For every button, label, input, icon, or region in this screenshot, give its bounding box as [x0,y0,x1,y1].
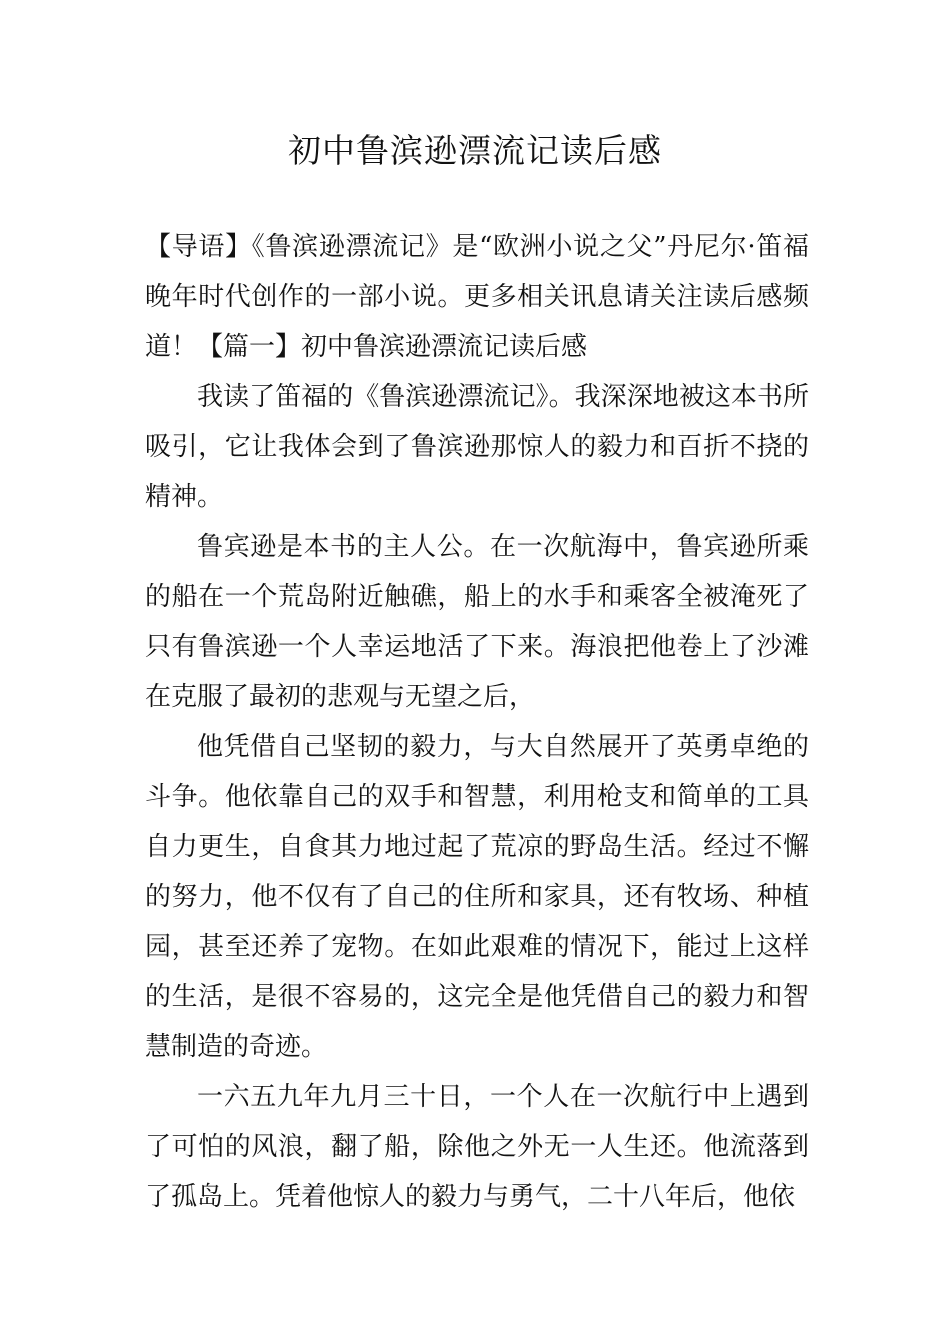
paragraph-3: 他凭借自己坚韧的毅力，与大自然展开了英勇卓绝的斗争。他依靠自己的双手和智慧，利用枪支和简单的工具自力更生，自食其力地过起了荒凉的野岛生活。经过不懈的努力，他不仅有了自己的住所和家具，还有牧场、种植园，甚至还养了宠物。在如此艰难的情况下，能过上这样的生活，是很不容易的，这完全是他凭借自己的毅力和智慧制造的奇迹。 [145,732,809,1062]
paragraph-4: 一六五九年九月三十日，一个人在一次航行中上遇到了可怕的风浪，翻了船，除他之外无一人生还。他流落到了孤岛上。凭着他惊人的毅力与勇气，二十八年后，他依 [145,1082,809,1212]
paragraph-2: 鲁宾逊是本书的主人公。在一次航海中，鲁宾逊所乘的船在一个荒岛附近触礁，船上的水手和乘客全被淹死了只有鲁滨逊一个人幸运地活了下来。海浪把他卷上了沙滩在克服了最初的悲观与无望之后， [145,532,809,712]
paragraph-intro: 【导语】《鲁滨逊漂流记》是“欧洲小说之父”丹尼尔·笛福晚年时代创作的一部小说。更多相关讯息请关注读后感频道！【篇一】初中鲁滨逊漂流记读后感 [145,232,809,362]
paragraph-1: 我读了笛福的《鲁滨逊漂流记》。我深深地被这本书所吸引，它让我体会到了鲁滨逊那惊人的毅力和百折不挠的精神。 [145,382,809,512]
article-body [145,222,809,1222]
page-title: 初中鲁滨逊漂流记读后感 [288,131,662,170]
